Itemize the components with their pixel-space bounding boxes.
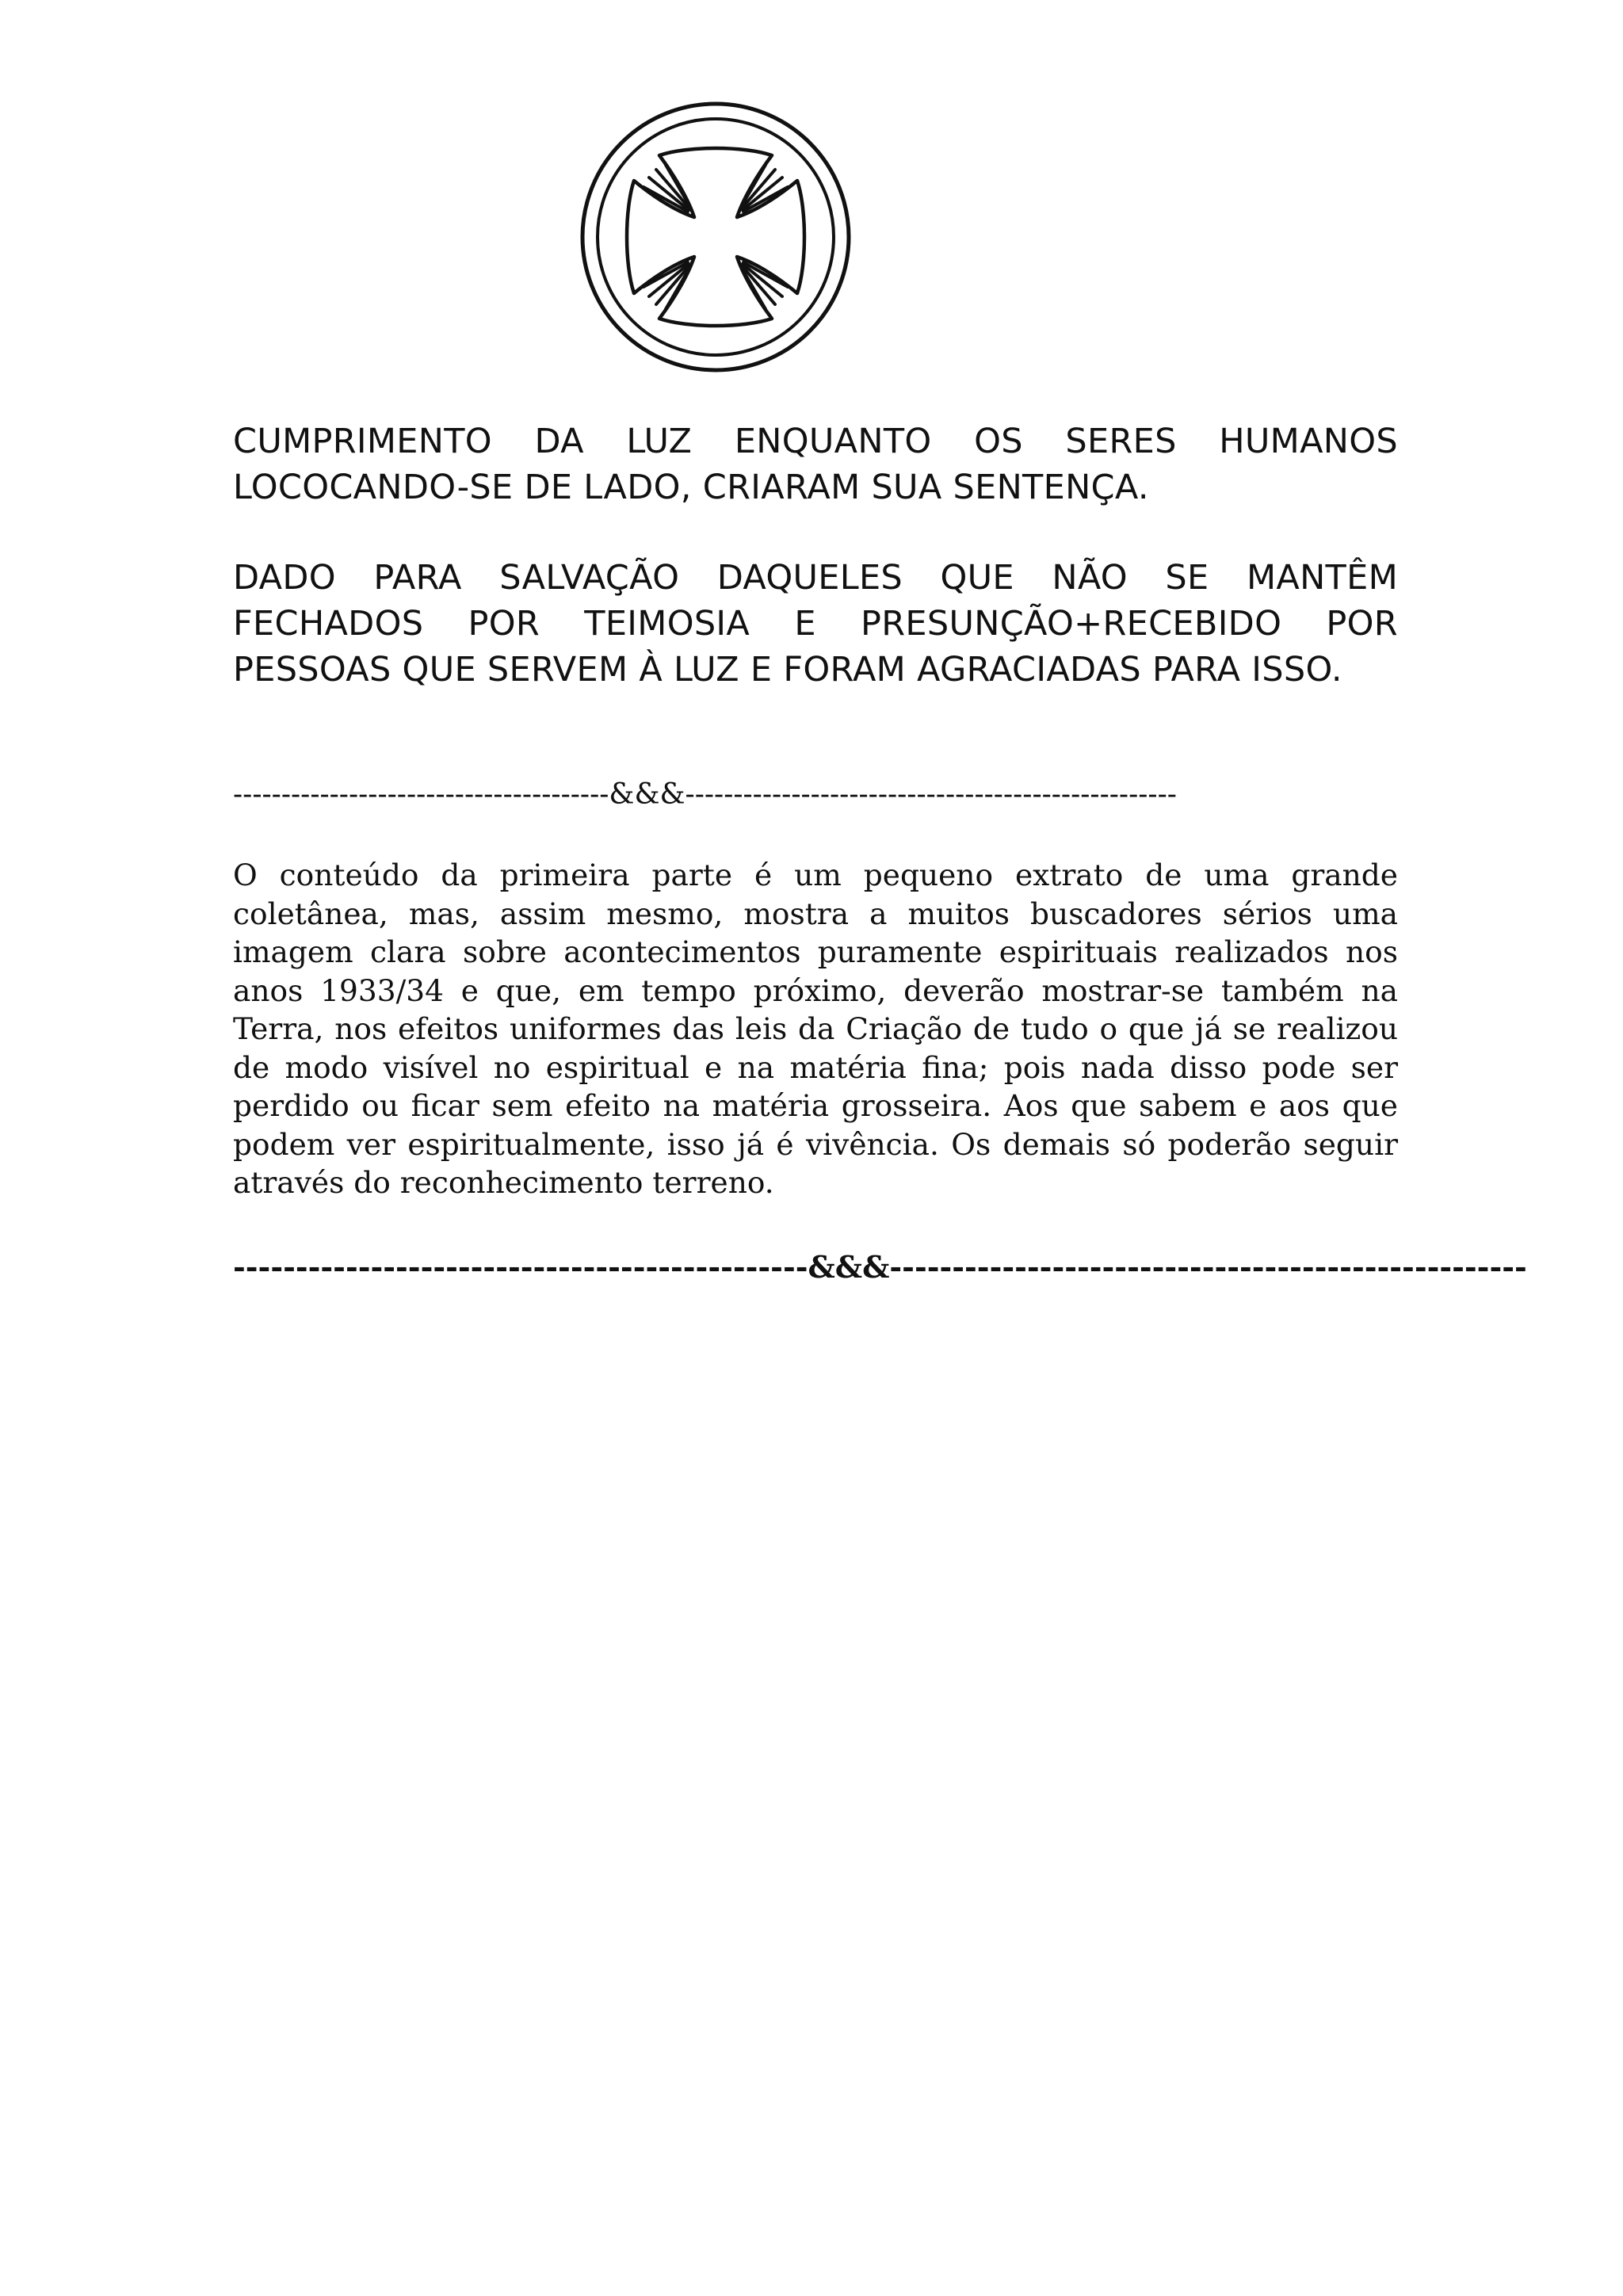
heading-title: CUMPRIMENTO DA LUZ ENQUANTO OS SERES HUMANOS LOCOCANDO-SE DE LADO, CRIARAM SUA SENTENÇA. [233, 422, 1398, 507]
cross-in-circle-icon [577, 98, 854, 376]
heading-subtitle: DADO PARA SALVAÇÃO DAQUELES QUE NÃO SE MANTÊM FECHADOS POR TEIMOSIA E PRESUNÇÃO+RECEBIDO POR PESSOAS QUE SERVEM À LUZ E FORAM AGRACIADAS PARA ISSO. [233, 558, 1398, 690]
separator-line-bold: ----------------------------------------------&&&--------------------------------------------------- [233, 1249, 1527, 1285]
separator-line: ---------------------------------------&&&--------------------------------------------------- [233, 778, 1177, 811]
body-paragraph: O conteúdo da primeira parte é um pequeno extrato de uma grande coletânea, mas, assim mesmo, mostra a muitos buscadores sérios uma imagem clara sobre acontecimentos puramente espirituais realizados nos anos 1933/34 e que, em tempo próximo, deverão mostrar-se também na Terra, nos efeitos uniformes das leis da Criação de tudo o que já se realizou de modo visível no espiritual e na matéria fina; pois nada disso pode ser perdido ou ficar sem efeito na matéria grosseira. Aos que sabem e aos que podem ver espiritualmente, isso já é vivência. Os demais só poderão seguir através do reconhecimento terreno. [233, 858, 1398, 1200]
